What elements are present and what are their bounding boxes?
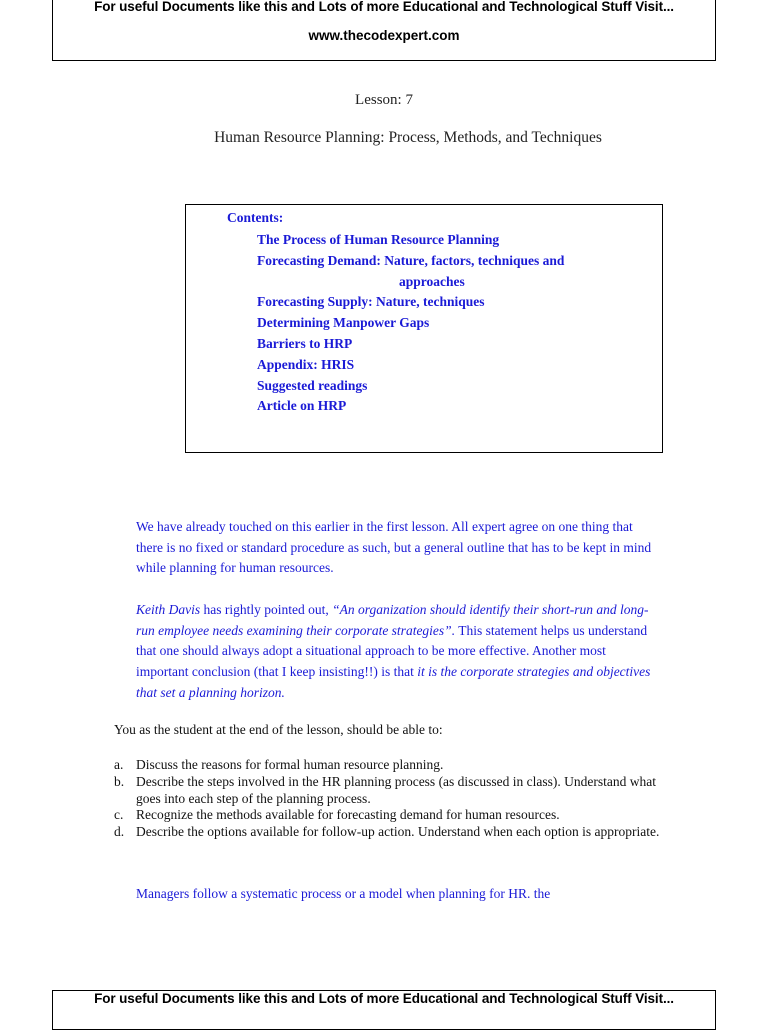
para-text: has rightly pointed out,	[200, 602, 333, 617]
contents-item: Article on HRP	[257, 398, 347, 414]
contents-item: Forecasting Demand: Nature, factors, techniques and	[257, 252, 565, 268]
banner-link[interactable]: www.thecodexpert.com	[308, 28, 460, 43]
objectives-list	[114, 757, 674, 841]
contents-item: Determining Manpower Gaps	[257, 315, 430, 331]
page-title: Human Resource Planning: Process, Methods, and Techniques	[214, 129, 602, 146]
top-banner	[52, 0, 716, 61]
list-marker: a.	[114, 757, 124, 772]
banner-text: For useful Documents like this and Lots of more Educational and Technological Stuff Visit...	[94, 0, 674, 14]
contents-list	[257, 230, 564, 417]
contents-item: The Process of Human Resource Planning	[257, 232, 500, 247]
emphasis: it is the corporate strategies and objectives that set a planning horizon.	[136, 664, 651, 700]
author-name: Keith Davis	[136, 602, 201, 617]
contents-item: Appendix: HRIS	[257, 356, 355, 372]
contents-item-continuation: approaches	[399, 273, 465, 289]
objective-text: Recognize the methods available for forecasting demand for human resources.	[136, 807, 560, 823]
objectives-intro: You as the student at the end of the lesson, should be able to:	[114, 722, 443, 737]
objective-item	[114, 774, 674, 808]
list-marker: d.	[114, 824, 125, 840]
objective-text: Describe the steps involved in the HR planning process (as discussed in class). Understand what goes into each step of the planning process.	[136, 773, 657, 806]
intro-paragraph: We have already touched on this earlier in the first lesson. All expert agree on one thing that there is no fixed or standard procedure as such, but a general outline that has to be kept in mind while planning for human resources.	[136, 519, 652, 576]
contents-item: Suggested readings	[257, 377, 368, 393]
objective-item	[114, 807, 674, 824]
objective-item	[114, 824, 674, 841]
contents-item: Barriers to HRP	[257, 335, 353, 351]
objective-text: Discuss the reasons for formal human resource planning.	[136, 757, 444, 772]
objective-item	[114, 757, 674, 774]
bottom-banner	[52, 990, 716, 1030]
objective-text: Describe the options available for follow-up action. Understand when each option is appropriate.	[136, 824, 660, 840]
banner-text: For useful Documents like this and Lots of more Educational and Technological Stuff Visit...	[94, 991, 674, 1006]
para-text: This statement helps us understand that one should always adopt a situational approach to be more effective. Another most important conclusion (that I keep insisting!!) is that	[136, 622, 648, 680]
contents-item: Forecasting Supply: Nature, techniques	[257, 294, 485, 310]
contents-box	[185, 204, 663, 453]
contents-heading: Contents:	[227, 210, 284, 225]
list-marker: b.	[114, 773, 125, 789]
lesson-number: Lesson: 7	[355, 92, 413, 108]
keith-davis-paragraph	[136, 600, 656, 704]
quote: “An organization should identify their short-run and long-run employee needs examining their corporate strategies”.	[136, 602, 649, 638]
process-paragraph: Managers follow a systematic process or a model when planning for HR. the	[136, 886, 551, 901]
list-marker: c.	[114, 807, 124, 823]
